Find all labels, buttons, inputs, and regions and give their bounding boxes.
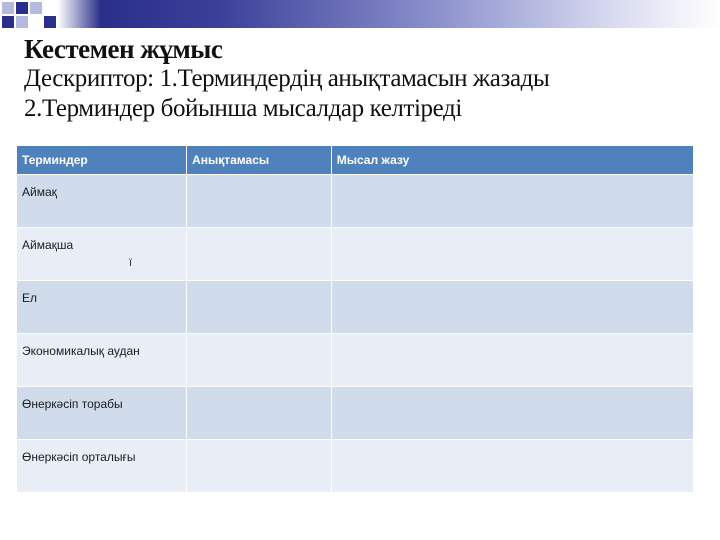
- definition-cell[interactable]: [187, 228, 332, 281]
- table-row: [17, 440, 694, 493]
- term-cell: Ел: [17, 281, 187, 334]
- stray-mark: ї: [129, 257, 133, 269]
- decorative-square: [30, 2, 42, 14]
- example-cell[interactable]: [331, 175, 693, 228]
- example-cell[interactable]: [331, 281, 693, 334]
- header-definition: Анықтамасы: [187, 146, 332, 175]
- slide-title: Кестемен жұмыс: [24, 34, 223, 64]
- term-cell: Өнеркәсіп орталығы: [17, 440, 187, 493]
- table-row: [17, 334, 694, 387]
- decorative-top-band: [0, 0, 720, 28]
- example-cell[interactable]: [331, 440, 693, 493]
- decorative-squares: [0, 0, 60, 28]
- decorative-square: [2, 16, 14, 28]
- definition-cell[interactable]: [187, 387, 332, 440]
- slide-heading: [24, 34, 704, 124]
- header-example: Мысал жазу: [331, 146, 693, 175]
- example-cell[interactable]: [331, 228, 693, 281]
- definition-cell[interactable]: [187, 175, 332, 228]
- definition-cell[interactable]: [187, 281, 332, 334]
- term-cell: Аймақша: [17, 228, 187, 281]
- term-cell: Өнеркәсіп торабы: [17, 387, 187, 440]
- definition-cell[interactable]: [187, 440, 332, 493]
- decorative-square: [2, 2, 14, 14]
- decorative-square: [44, 16, 56, 28]
- descriptor-line-2: 2.Терминдер бойынша мысалдар келтіреді: [24, 95, 462, 122]
- table-row: [17, 387, 694, 440]
- example-cell[interactable]: [331, 387, 693, 440]
- table-header-row: [17, 146, 694, 175]
- decorative-square: [16, 16, 28, 28]
- terms-table: [16, 145, 694, 493]
- descriptor-line-1: Дескриптор: 1.Терминдердің анықтамасын жазады: [24, 65, 550, 92]
- table-row: [17, 175, 694, 228]
- header-terms: Терминдер: [17, 146, 187, 175]
- term-cell: Экономикалық аудан: [17, 334, 187, 387]
- term-cell: Аймақ: [17, 175, 187, 228]
- definition-cell[interactable]: [187, 334, 332, 387]
- decorative-square: [16, 2, 28, 14]
- example-cell[interactable]: [331, 334, 693, 387]
- table-row: [17, 281, 694, 334]
- table-row: [17, 228, 694, 281]
